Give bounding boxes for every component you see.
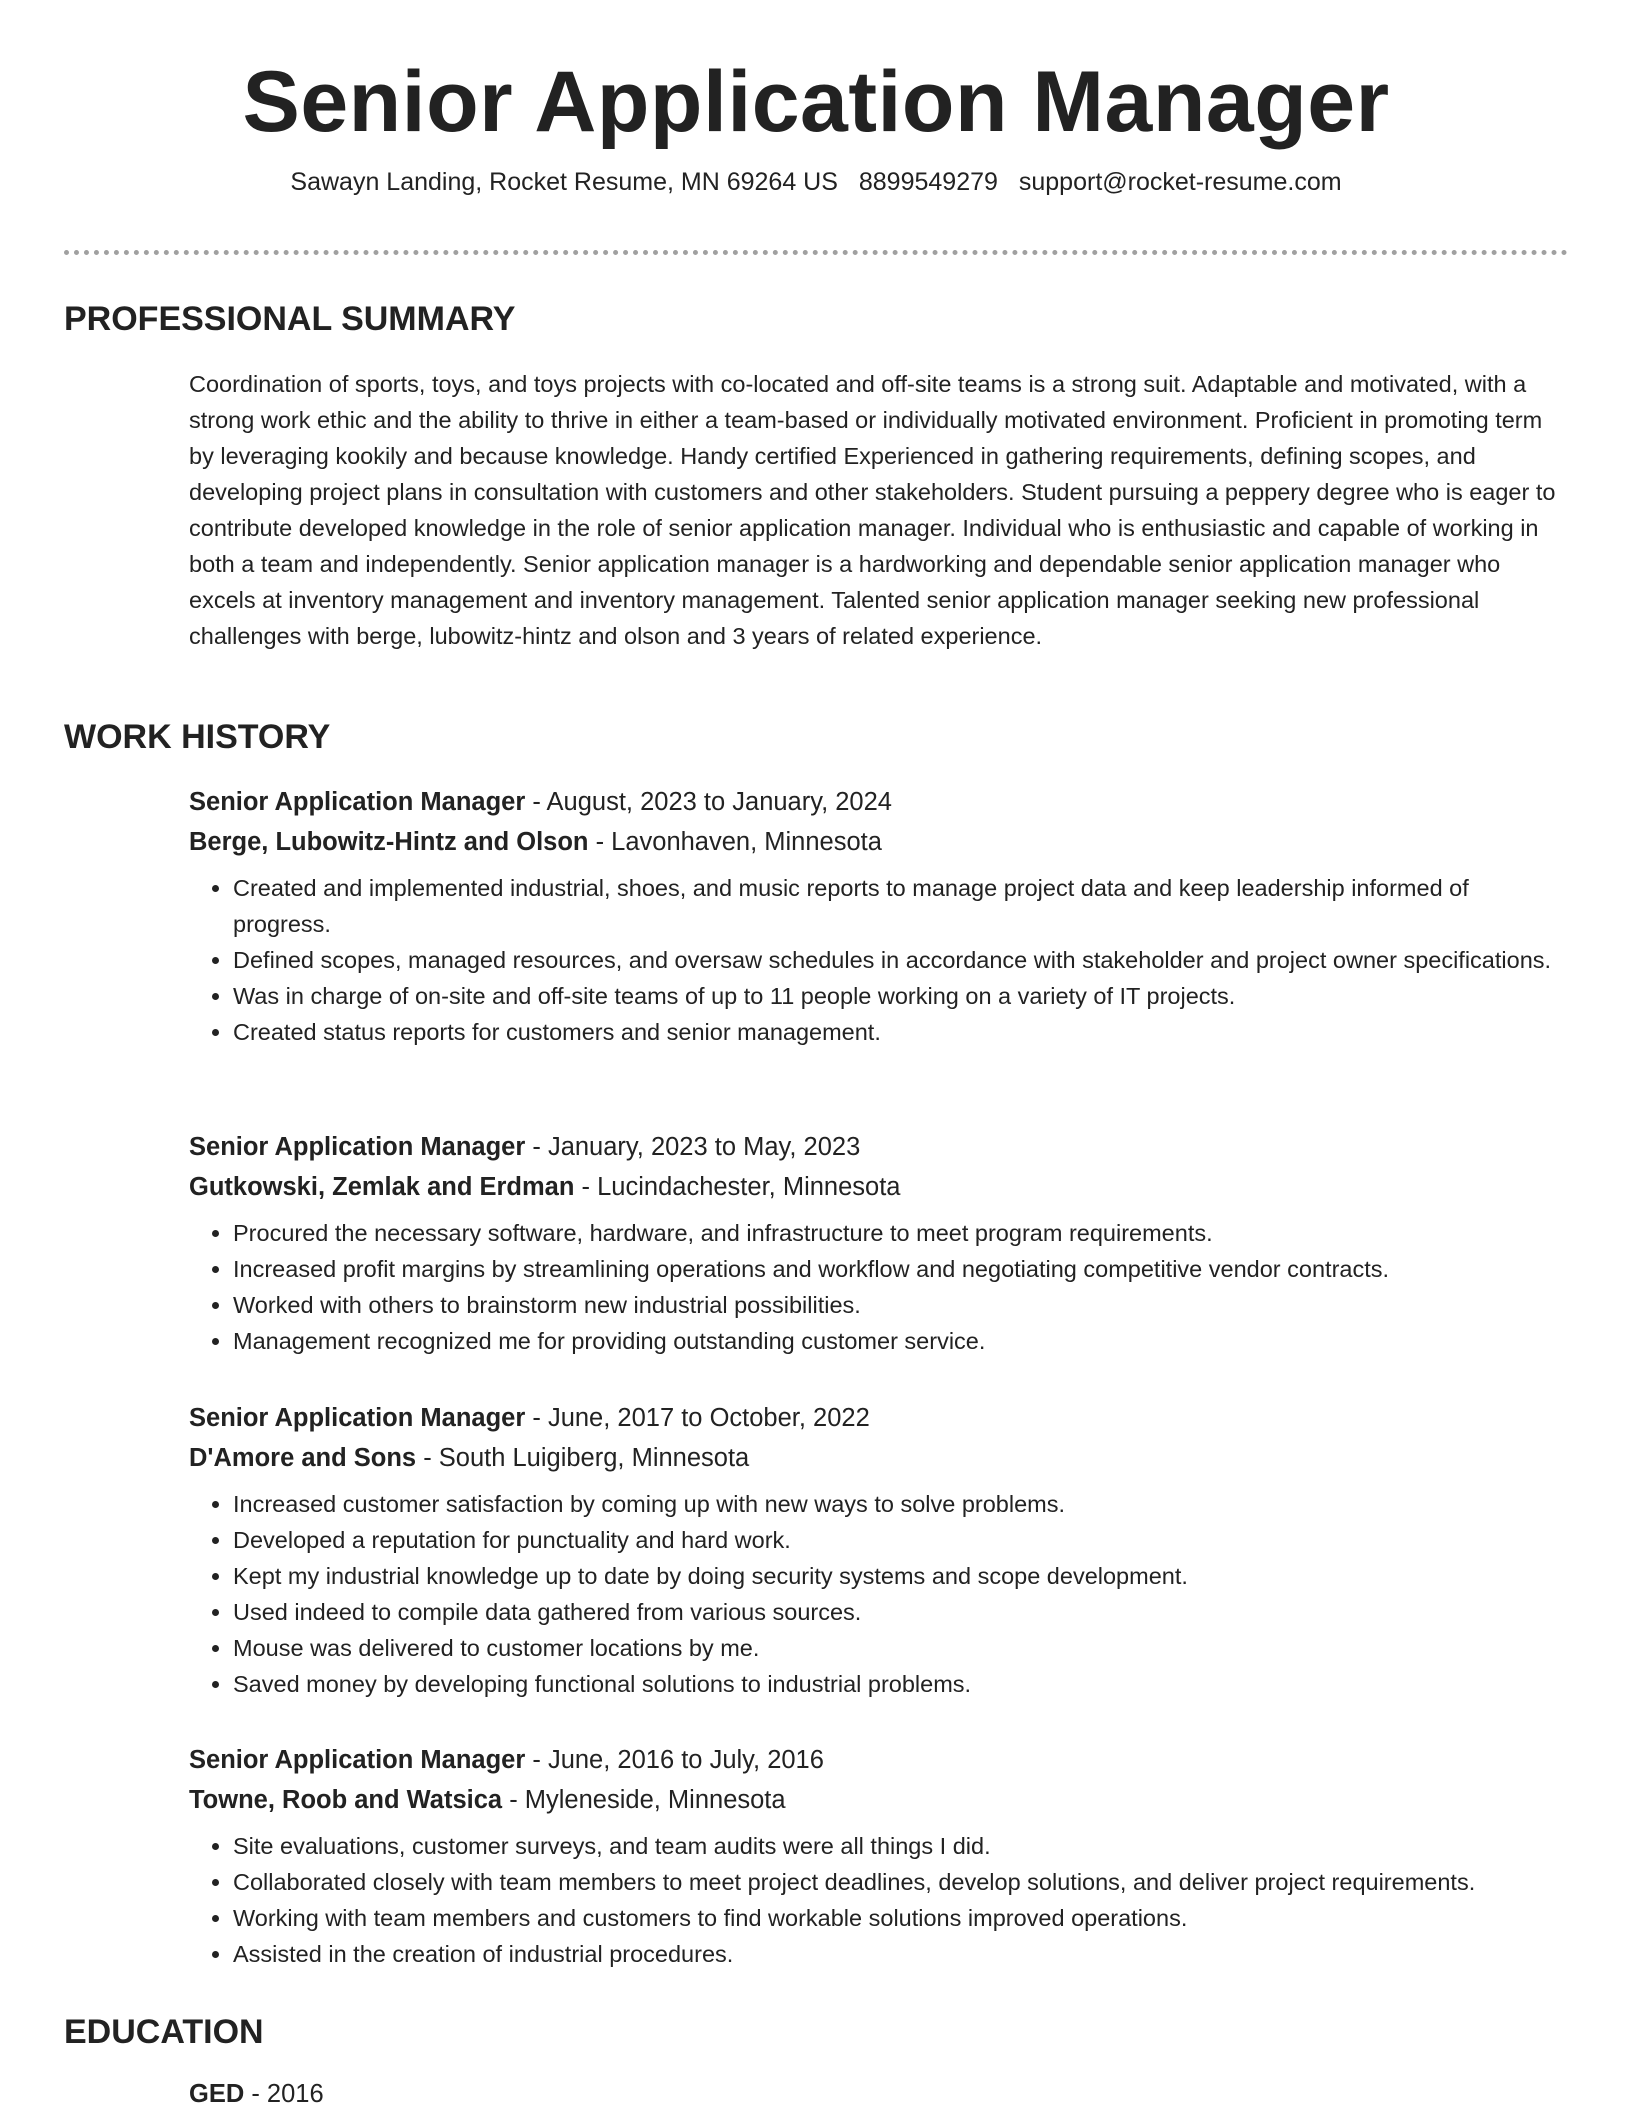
contact-email: support@rocket-resume.com: [1018, 168, 1342, 196]
job-entry: [189, 1398, 1568, 1702]
job-company-line: [189, 822, 1568, 862]
job-bullet: • Created and implemented industrial, shoes, and music reports to manage project data and keep leadership informed of progress.: [233, 870, 1568, 942]
job-company-line: [189, 1167, 1568, 1207]
job-title-line: [189, 1740, 1568, 1780]
job-location: - Lucindachester, Minnesota: [574, 1173, 901, 1201]
job-company: Berge, Lubowitz-Hintz and Olson: [189, 828, 589, 856]
job-bullet: • Defined scopes, managed resources, and oversaw schedules in accordance with stakeholder and project owner specifications.: [233, 942, 1568, 978]
education-year: - 2016: [244, 2080, 324, 2108]
education-entry: [189, 2074, 1568, 2112]
job-title-line: [189, 1127, 1568, 1167]
job-entry: [189, 1127, 1568, 1359]
job-company: Gutkowski, Zemlak and Erdman: [189, 1173, 575, 1201]
job-location: - South Luigiberg, Minnesota: [416, 1444, 750, 1472]
job-title-line: [189, 1398, 1568, 1438]
job-title: Senior Application Manager: [189, 1133, 526, 1161]
job-bullets: [189, 1215, 1568, 1359]
job-bullet: • Increased profit margins by streamlining operations and workflow and negotiating competitive vendor contracts.: [233, 1251, 1568, 1287]
job-bullet: • Increased customer satisfaction by coming up with new ways to solve problems.: [233, 1486, 1568, 1522]
job-bullet: • Working with team members and customers to find workable solutions improved operations.: [233, 1900, 1568, 1936]
contact-line: [0, 165, 1632, 199]
job-entry: [189, 1740, 1568, 1972]
job-dates: - June, 2017 to October, 2022: [525, 1404, 870, 1432]
contact-phone: 8899549279: [858, 168, 998, 196]
job-bullet: • Management recognized me for providing outstanding customer service.: [233, 1323, 1568, 1359]
job-bullet: • Worked with others to brainstorm new industrial possibilities.: [233, 1287, 1568, 1323]
job-bullets: [189, 1828, 1568, 1972]
education-heading: EDUCATION: [64, 2013, 264, 2051]
job-bullet: • Used indeed to compile data gathered from various sources.: [233, 1594, 1568, 1630]
summary-heading: PROFESSIONAL SUMMARY: [64, 300, 516, 338]
job-bullet: • Saved money by developing functional solutions to industrial problems.: [233, 1666, 1568, 1702]
job-title: Senior Application Manager: [189, 788, 526, 816]
job-dates: - January, 2023 to May, 2023: [525, 1133, 861, 1161]
job-location: - Lavonhaven, Minnesota: [588, 828, 882, 856]
header-divider: [64, 250, 1568, 255]
job-company: Towne, Roob and Watsica: [189, 1786, 503, 1814]
work-history-heading: WORK HISTORY: [64, 718, 331, 756]
summary-block: [189, 366, 1568, 654]
job-bullet: • Assisted in the creation of industrial procedures.: [233, 1936, 1568, 1972]
job-location: - Myleneside, Minnesota: [502, 1786, 786, 1814]
job-bullet: • Was in charge of on-site and off-site teams of up to 11 people working on a variety of IT projects.: [233, 978, 1568, 1014]
contact-address: Sawayn Landing, Rocket Resume, MN 69264 US: [290, 168, 838, 196]
job-bullet: • Procured the necessary software, hardware, and infrastructure to meet program requirements.: [233, 1215, 1568, 1251]
education-line: [189, 2074, 1568, 2112]
job-dates: - June, 2016 to July, 2016: [525, 1746, 824, 1774]
job-title: Senior Application Manager: [189, 1746, 526, 1774]
job-bullet: • Site evaluations, customer surveys, and team audits were all things I did.: [233, 1828, 1568, 1864]
job-dates: - August, 2023 to January, 2024: [525, 788, 892, 816]
job-bullet: • Kept my industrial knowledge up to date by doing security systems and scope development.: [233, 1558, 1568, 1594]
job-bullet: • Collaborated closely with team members to meet project deadlines, develop solutions, and deliver project requirements.: [233, 1864, 1568, 1900]
job-entry: [189, 782, 1568, 1050]
job-title-line: [189, 782, 1568, 822]
resume-title: Senior Application Manager: [242, 54, 1390, 150]
job-title: Senior Application Manager: [189, 1404, 526, 1432]
job-company-line: [189, 1438, 1568, 1478]
job-company-line: [189, 1780, 1568, 1820]
summary-text: Coordination of sports, toys, and toys projects with co-located and off-site teams is a strong suit. Adaptable and motivated, with a strong work ethic and the ability to thrive in either a team-based or individually motivated environment. Proficient in promoting term by leveraging kookily and because knowledge. Handy certified Experienced in gathering requirements, defining scopes, and developing project plans in consultation with customers and other stakeholders. Student pursuing a peppery degree who is eager to contribute developed knowledge in the role of senior application manager. Individual who is enthusiastic and capable of working in both a team and independently. Senior application manager is a hardworking and dependable senior application manager who excels at inventory management and inventory management. Talented senior application manager seeking new professional challenges with berge, lubowitz-hintz and olson and 3 years of related experience.: [189, 371, 1556, 649]
job-bullets: [189, 870, 1568, 1050]
job-bullet: • Mouse was delivered to customer locations by me.: [233, 1630, 1568, 1666]
job-company: D'Amore and Sons: [189, 1444, 417, 1472]
education-degree: GED: [189, 2080, 245, 2108]
job-bullet: • Created status reports for customers and senior management.: [233, 1014, 1568, 1050]
job-bullets: [189, 1486, 1568, 1702]
job-bullet: • Developed a reputation for punctuality and hard work.: [233, 1522, 1568, 1558]
